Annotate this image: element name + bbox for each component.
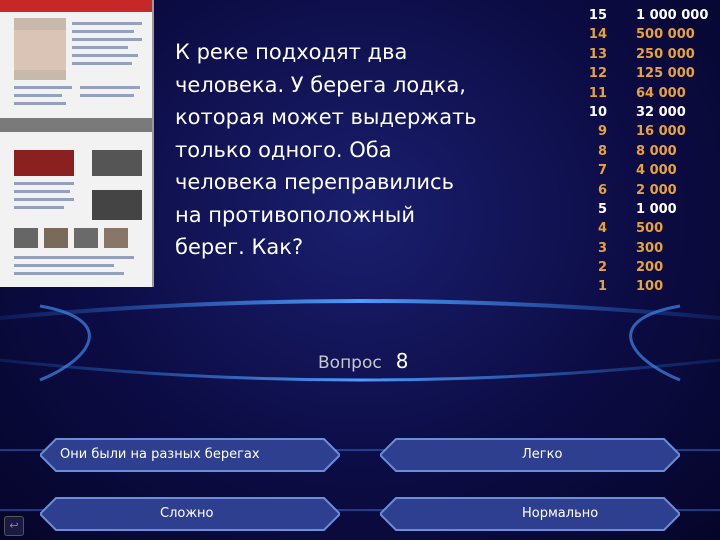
ladder-row [580,124,715,143]
answer-d-button[interactable] [380,497,680,531]
ladder-amount: 4 000 [636,163,677,179]
ladder-level: 7 [597,163,607,179]
answer-a-text: Они были на разных берегах [60,447,260,462]
ladder-level: 11 [588,85,607,101]
answer-c-text: Сложно [160,506,214,521]
ladder-row [580,86,715,105]
ladder-level: 6 [597,182,607,198]
ladder-level: 8 [597,143,607,159]
ladder-row [580,144,715,163]
ladder-row [580,105,715,124]
ladder-row [580,260,715,279]
ladder-amount: 200 [636,260,664,276]
ladder-level: 14 [588,27,607,43]
ladder-level: 9 [597,124,607,140]
ladder-amount: 1 000 [636,201,677,217]
ladder-amount: 500 000 [636,27,695,43]
question-number: 8 [395,349,409,373]
question-text: К реке подходят два человека. У берега лодка, которая может выдержать только одного. Оба человека переправились на противоположный берег. Как? [175,40,477,259]
ladder-level: 2 [597,260,607,276]
ladder-row [580,27,715,46]
question-number-bar [318,349,408,373]
ladder-level: 5 [597,201,607,217]
ladder-amount: 125 000 [636,66,695,82]
ladder-row [580,66,715,85]
newspaper-thumbnail [0,0,154,287]
ladder-row [580,202,715,221]
ladder-amount: 250 000 [636,46,695,62]
back-icon[interactable]: ↩ [4,516,24,536]
ladder-amount: 8 000 [636,143,677,159]
ladder-amount: 2 000 [636,182,677,198]
answer-b-button[interactable] [380,438,680,472]
ladder-amount: 1 000 000 [636,8,709,23]
answer-d-text: Нормально [522,506,599,521]
ladder-level: 10 [588,104,607,120]
ladder-row [580,163,715,182]
ladder-row [580,241,715,260]
ladder-level: 3 [597,240,607,256]
ladder-amount: 64 000 [636,85,686,101]
answer-b-text: Легко [522,447,563,462]
ladder-amount: 300 [636,240,664,256]
ladder-row [580,183,715,202]
ladder-row [580,221,715,240]
ladder-level: 4 [597,221,607,237]
ladder-level: 12 [588,66,607,82]
ladder-amount: 16 000 [636,124,686,140]
answer-c-button[interactable] [40,497,340,531]
ladder-amount: 32 000 [636,104,686,120]
ladder-row [580,8,715,27]
ladder-level: 15 [588,8,607,23]
ladder-amount: 500 [636,221,664,237]
answer-a-button[interactable] [40,438,340,472]
money-ladder [580,8,715,299]
question-label: Вопрос [318,353,382,373]
ladder-level: 1 [597,279,607,295]
ladder-row [580,47,715,66]
ladder-amount: 100 [636,279,664,295]
ladder-level: 13 [588,46,607,62]
